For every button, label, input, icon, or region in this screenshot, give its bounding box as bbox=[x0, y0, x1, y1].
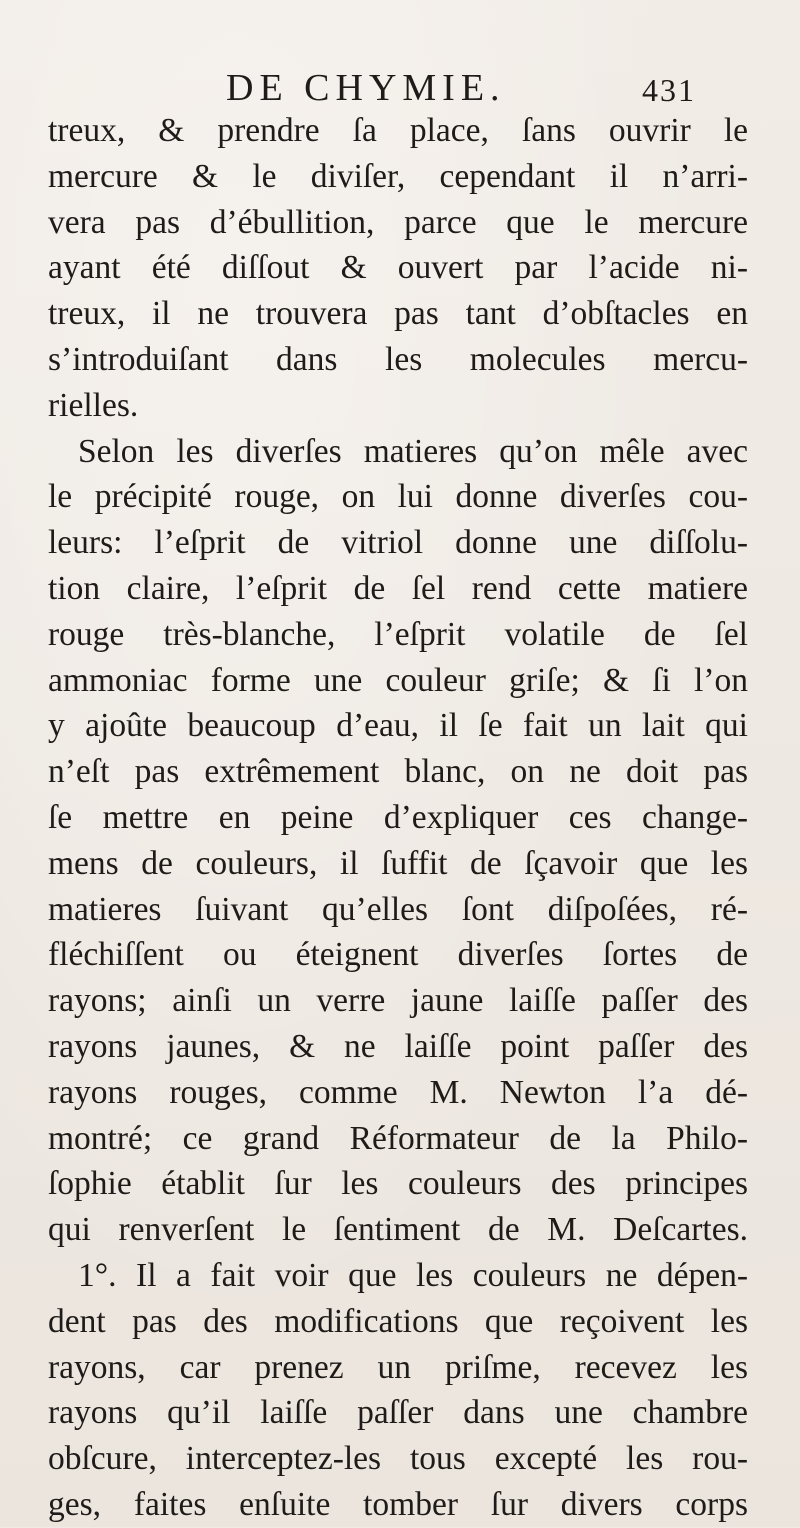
text-line: rayons; ainſi un verre jaune laiſſe paſſer des bbox=[48, 982, 748, 1020]
text-line: ayant été diſſout & ouvert par l’acide ni- bbox=[48, 249, 748, 287]
text-line: rayons jaunes, & ne laiſſe point paſſer des bbox=[48, 1027, 748, 1065]
text-line: le précipité rouge, on lui donne diverſes cou- bbox=[48, 478, 748, 516]
text-line: n’eſt pas extrêmement blanc, on ne doit pas bbox=[48, 753, 748, 791]
text-line: dent pas des modifications que reçoivent les bbox=[48, 1302, 748, 1340]
text-line: Selon les diverſes matieres qu’on mêle avec bbox=[78, 432, 748, 470]
text-line: mens de couleurs, il ſuffit de ſçavoir que les bbox=[48, 844, 748, 882]
text-line: ſe mettre en peine d’expliquer ces change- bbox=[48, 798, 748, 836]
page-number: 431 bbox=[642, 72, 696, 108]
text-line: leurs: l’eſprit de vitriol donne une diſſolu- bbox=[48, 524, 748, 562]
text-line: fléchiſſent ou éteignent diverſes ſortes de bbox=[48, 936, 748, 974]
text-line: matieres ſuivant qu’elles ſont diſpoſées, ré- bbox=[48, 890, 748, 928]
text-line: obſcure, interceptez-les tous excepté les rou- bbox=[48, 1440, 748, 1478]
text-line: s’introduiſant dans les molecules mercu- bbox=[48, 340, 748, 378]
text-line: rayons rouges, comme M. Newton l’a dé- bbox=[48, 1073, 748, 1111]
text-line: rielles. bbox=[48, 386, 139, 424]
text-line: treux, il ne trouvera pas tant d’obſtacles en bbox=[48, 295, 748, 333]
running-head bbox=[226, 66, 696, 110]
text-line: montré; ce grand Réformateur de la Philo- bbox=[48, 1119, 748, 1157]
text-line: rayons, car prenez un priſme, recevez les bbox=[48, 1348, 748, 1386]
body-text bbox=[48, 108, 748, 1528]
text-line: y ajoûte beaucoup d’eau, il ſe fait un lait qui bbox=[48, 707, 748, 745]
text-line: ges, faites enſuite tomber ſur divers corps bbox=[48, 1485, 748, 1523]
text-line: ſophie établit ſur les couleurs des principes bbox=[48, 1165, 748, 1203]
text-line: ammoniac forme une couleur griſe; & ſi l’on bbox=[48, 661, 748, 699]
text-line: tion claire, l’eſprit de ſel rend cette matiere bbox=[48, 569, 748, 607]
text-line: qui renverſent le ſentiment de M. Deſcartes. bbox=[48, 1211, 748, 1249]
text-line: mercure & le diviſer, cependant il n’arri- bbox=[48, 157, 748, 195]
text-line: 1°. Il a fait voir que les couleurs ne dépen- bbox=[78, 1256, 748, 1294]
text-line: rouge très-blanche, l’eſprit volatile de ſel bbox=[48, 615, 748, 653]
text-line: treux, & prendre ſa place, ſans ouvrir le bbox=[48, 112, 748, 149]
text-line: vera pas d’ébullition, parce que le mercure bbox=[48, 203, 748, 241]
text-line: rayons qu’il laiſſe paſſer dans une chambre bbox=[48, 1394, 748, 1432]
running-title: DE CHYMIE. bbox=[226, 67, 506, 109]
